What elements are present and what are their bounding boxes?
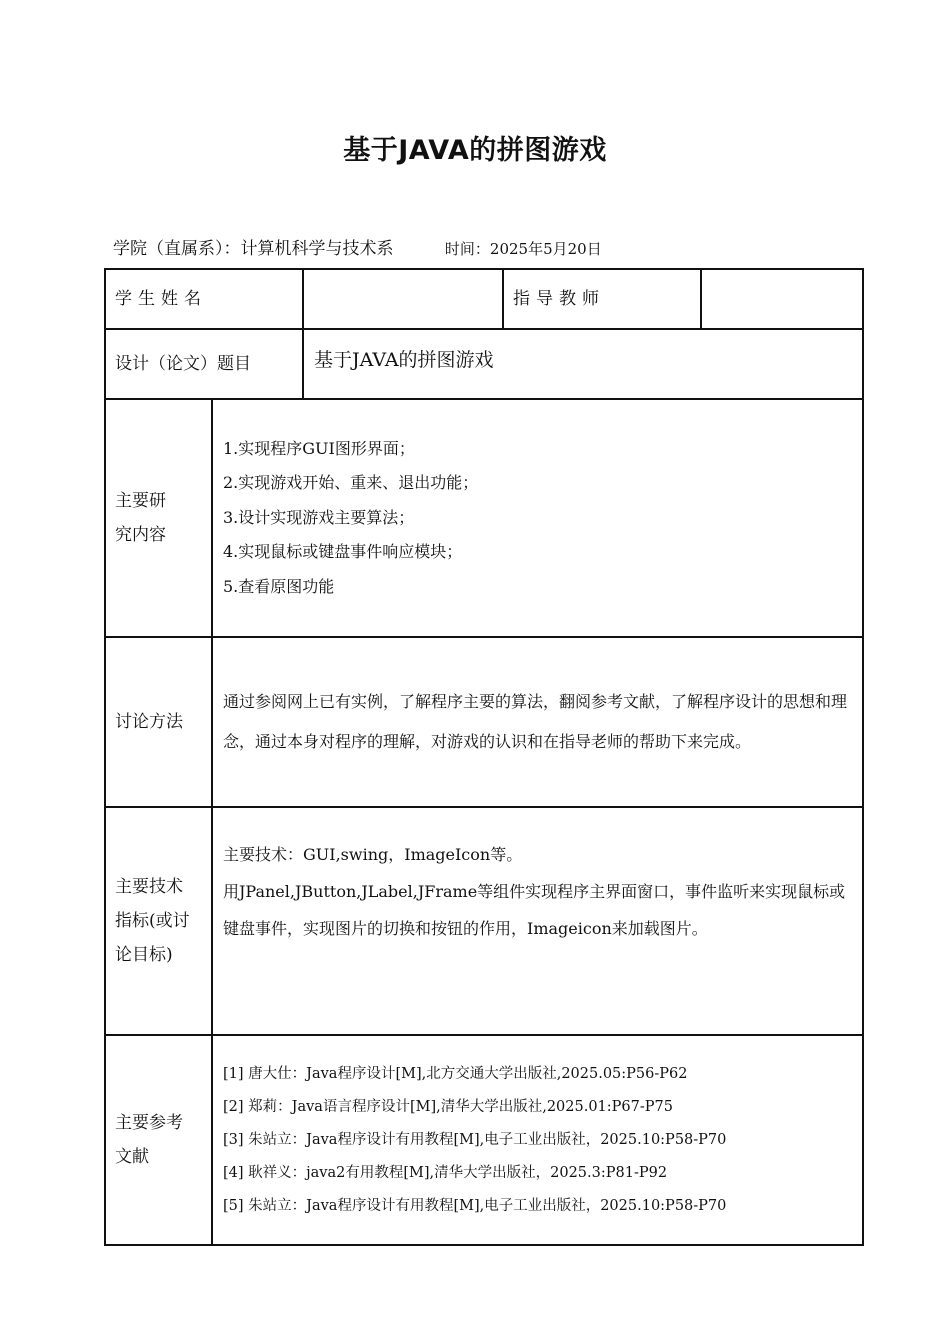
references-cell xyxy=(212,1035,863,1245)
tech-text-line: 主要技术：GUI,swing，ImageIcon等。 xyxy=(223,844,523,864)
topic-row xyxy=(105,329,863,399)
references-row xyxy=(105,1035,863,1245)
page-title: 基于JAVA的拼图游戏 xyxy=(343,135,607,166)
research-content-label-line: 究内容 xyxy=(115,525,166,545)
research-content-list xyxy=(213,432,862,605)
topic-label: 设计（论文）题目 xyxy=(105,329,303,399)
references-label-line: 文献 xyxy=(115,1147,149,1167)
reference-item: [3] 朱站立：Java程序设计有用教程[M],电子工业出版社，2025.10:P58-P70 xyxy=(223,1131,727,1148)
reference-item: [2] 郑莉：Java语言程序设计[M],清华大学出版社,2025.01:P67-P75 xyxy=(223,1098,673,1115)
student-name-label: 学生姓名 xyxy=(105,269,303,329)
advisor-value[interactable] xyxy=(701,269,863,329)
list-item: 4.实现鼠标或键盘事件响应模块； xyxy=(223,542,463,562)
student-row xyxy=(105,269,863,329)
references-list xyxy=(213,1058,862,1223)
topic-value: 基于JAVA的拼图游戏 xyxy=(303,329,863,399)
tech-label-line: 主要技术 xyxy=(115,877,183,897)
reference-item: [4] 耿祥义：java2有用教程[M],清华大学出版社，2025.3:P81-P92 xyxy=(223,1164,668,1181)
tech-row xyxy=(105,807,863,1035)
list-item: 3.设计实现游戏主要算法； xyxy=(223,507,415,527)
list-item: 1.实现程序GUI图形界面； xyxy=(223,438,415,458)
tech-label-line: 论目标) xyxy=(115,945,173,965)
research-content-row xyxy=(105,399,863,637)
method-label: 讨论方法 xyxy=(105,637,212,807)
method-text: 通过参阅网上已有实例，了解程序主要的算法，翻阅参考文献，了解程序设计的思想和理念，通过本身对程序的理解，对游戏的认识和在指导老师的帮助下来完成。 xyxy=(223,692,848,751)
list-item: 2.实现游戏开始、重来、退出功能； xyxy=(223,473,479,493)
date-text: 时间：2025年5月20日 xyxy=(444,240,602,258)
method-row xyxy=(105,637,863,807)
tech-label-line: 指标(或讨 xyxy=(115,911,190,931)
references-label-line: 主要参考 xyxy=(115,1113,183,1133)
research-content-label-line: 主要研 xyxy=(115,491,166,511)
reference-item: [5] 朱站立：Java程序设计有用教程[M],电子工业出版社，2025.10:P58-P70 xyxy=(223,1197,727,1214)
method-cell xyxy=(212,637,863,807)
research-content-label xyxy=(105,399,212,637)
list-item: 5.查看原图功能 xyxy=(223,576,335,596)
tech-text-line: 用JPanel,JButton,JLabel,JFrame等组件实现程序主界面窗口，事件监听来实现鼠标或键盘事件，实现图片的切换和按钮的作用，Imageicon来加载图片。 xyxy=(223,881,846,938)
advisor-label: 指导教师 xyxy=(503,269,701,329)
department-text: 学院（直属系）：计算机科学与技术系 xyxy=(113,239,394,259)
research-content-cell xyxy=(212,399,863,637)
student-name-value[interactable] xyxy=(303,269,503,329)
proposal-form-table xyxy=(104,268,864,1246)
tech-label xyxy=(105,807,212,1035)
tech-cell xyxy=(212,807,863,1035)
header-meta xyxy=(113,234,602,259)
references-label xyxy=(105,1035,212,1245)
reference-item: [1] 唐大仕：Java程序设计[M],北方交通大学出版社,2025.05:P56-P62 xyxy=(223,1065,688,1082)
